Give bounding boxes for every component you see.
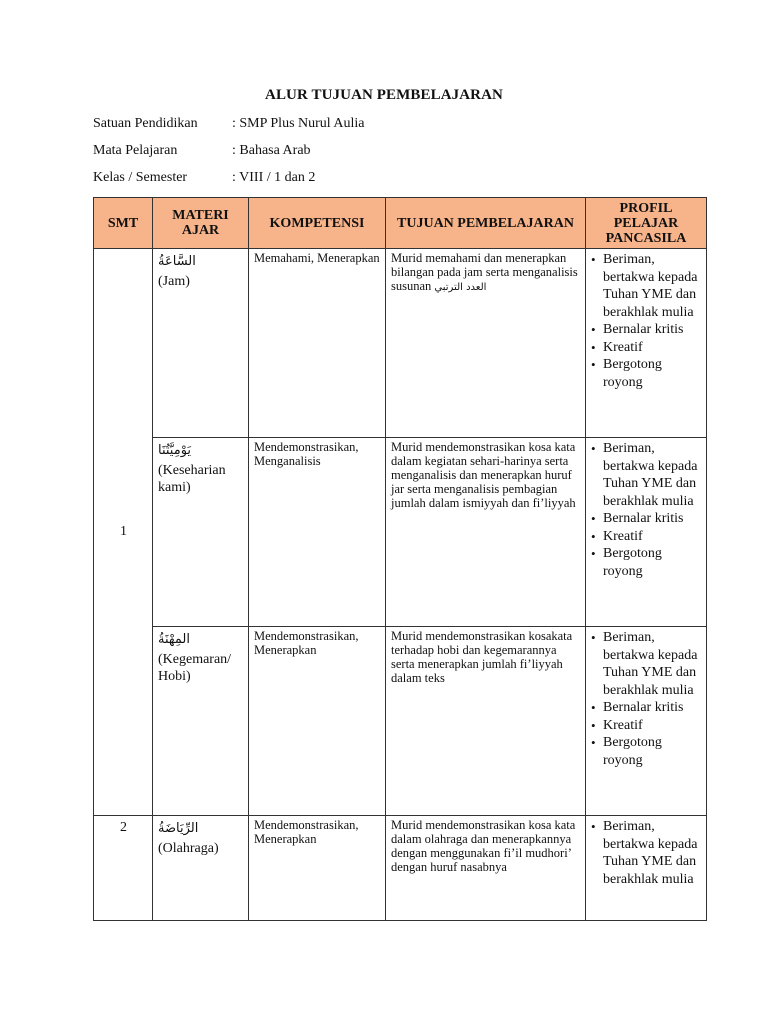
materi-arabic: المِهْنَةُ bbox=[158, 632, 190, 647]
materi-cell bbox=[153, 816, 249, 921]
profil-cell bbox=[586, 438, 707, 627]
header-smt: SMT bbox=[94, 198, 153, 249]
table-row bbox=[94, 816, 707, 921]
meta-value: : VIII / 1 dan 2 bbox=[232, 170, 316, 185]
profil-cell bbox=[586, 816, 707, 921]
meta-label: Mata Pelajaran bbox=[93, 143, 178, 158]
tujuan-cell: Murid mendemonstrasikan kosa kata dalam olahraga dan menerapkannya dengan menggunakan fi’il mudhori’ dengan huruf nasabnya bbox=[386, 816, 586, 921]
profil-list bbox=[591, 251, 702, 391]
meta-label: Kelas / Semester bbox=[93, 170, 188, 185]
table-row bbox=[94, 438, 707, 627]
profil-item: • Bernalar kritis bbox=[603, 321, 702, 339]
header-tujuan: TUJUAN PEMBELAJARAN bbox=[386, 198, 586, 249]
header-kompetensi: KOMPETENSI bbox=[249, 198, 386, 249]
profil-item: • Kreatif bbox=[603, 528, 702, 546]
profil-item: • Beriman, bertakwa kepada Tuhan YME dan berakhlak mulia bbox=[603, 629, 702, 699]
materi-meaning: (Keseharian kami) bbox=[158, 463, 226, 495]
table-row bbox=[94, 627, 707, 816]
table-row bbox=[94, 249, 707, 438]
meta-value: : Bahasa Arab bbox=[232, 143, 311, 158]
semester-cell: 2 bbox=[94, 816, 153, 921]
materi-cell bbox=[153, 249, 249, 438]
document-title: ALUR TUJUAN PEMBELAJARAN bbox=[265, 87, 503, 103]
materi-cell bbox=[153, 627, 249, 816]
profil-item: • Bernalar kritis bbox=[603, 699, 702, 717]
semester-cell: 1 bbox=[94, 249, 153, 816]
tujuan-arabic: العدد الترتبي bbox=[434, 282, 487, 293]
materi-arabic: السَّاعَةُ bbox=[158, 254, 196, 269]
materi-meaning: (Olahraga) bbox=[158, 841, 219, 856]
table-header-row bbox=[94, 198, 707, 249]
kompetensi-cell: Mendemonstrasikan, Menerapkan bbox=[249, 816, 386, 921]
profil-cell bbox=[586, 627, 707, 816]
profil-item: • Kreatif bbox=[603, 717, 702, 735]
profil-list bbox=[591, 818, 702, 888]
materi-cell bbox=[153, 438, 249, 627]
profil-list bbox=[591, 629, 702, 769]
alur-tujuan-table bbox=[93, 197, 707, 921]
materi-meaning: (Jam) bbox=[158, 274, 190, 289]
header-profil: PROFIL PELAJAR PANCASILA bbox=[586, 198, 707, 249]
profil-item: • Bergotong royong bbox=[603, 545, 702, 580]
profil-item: • Bergotong royong bbox=[603, 356, 702, 391]
kompetensi-cell: Mendemonstrasikan, Menganalisis bbox=[249, 438, 386, 627]
profil-cell bbox=[586, 249, 707, 438]
profil-list bbox=[591, 440, 702, 580]
profil-item: • Bernalar kritis bbox=[603, 510, 702, 528]
profil-item: • Kreatif bbox=[603, 339, 702, 357]
materi-meaning: (Kegemaran/ Hobi) bbox=[158, 652, 232, 684]
tujuan-text: Murid memahami dan menerapkan bilangan pada jam serta menganalisis susunan bbox=[391, 251, 578, 293]
header-materi: MATERI AJAR bbox=[153, 198, 249, 249]
profil-item: • Bergotong royong bbox=[603, 734, 702, 769]
tujuan-cell bbox=[386, 249, 586, 438]
materi-arabic: الرِّيَاضَةُ bbox=[158, 821, 199, 836]
meta-label: Satuan Pendidikan bbox=[93, 116, 198, 131]
tujuan-cell: Murid mendemonstrasikan kosa kata dalam kegiatan sehari-harinya serta menganalisis dan menerapkan huruf jar serta menganalisis pembagian jumlah dalam ismiyyah dan fi’liyyah bbox=[386, 438, 586, 627]
meta-value: : SMP Plus Nurul Aulia bbox=[232, 116, 365, 131]
tujuan-cell: Murid mendemonstrasikan kosakata terhadap hobi dan kegemarannya serta menerapkan jumlah fi’liyyah dalam teks bbox=[386, 627, 586, 816]
kompetensi-cell: Memahami, Menerapkan bbox=[249, 249, 386, 438]
kompetensi-cell: Mendemonstrasikan, Menerapkan bbox=[249, 627, 386, 816]
materi-arabic: يَوْمِيَّتُنَا bbox=[158, 443, 192, 458]
profil-item: • Beriman, bertakwa kepada Tuhan YME dan berakhlak mulia bbox=[603, 251, 702, 321]
profil-item: • Beriman, bertakwa kepada Tuhan YME dan berakhlak mulia bbox=[603, 440, 702, 510]
profil-item: • Beriman, bertakwa kepada Tuhan YME dan berakhlak mulia bbox=[603, 818, 702, 888]
